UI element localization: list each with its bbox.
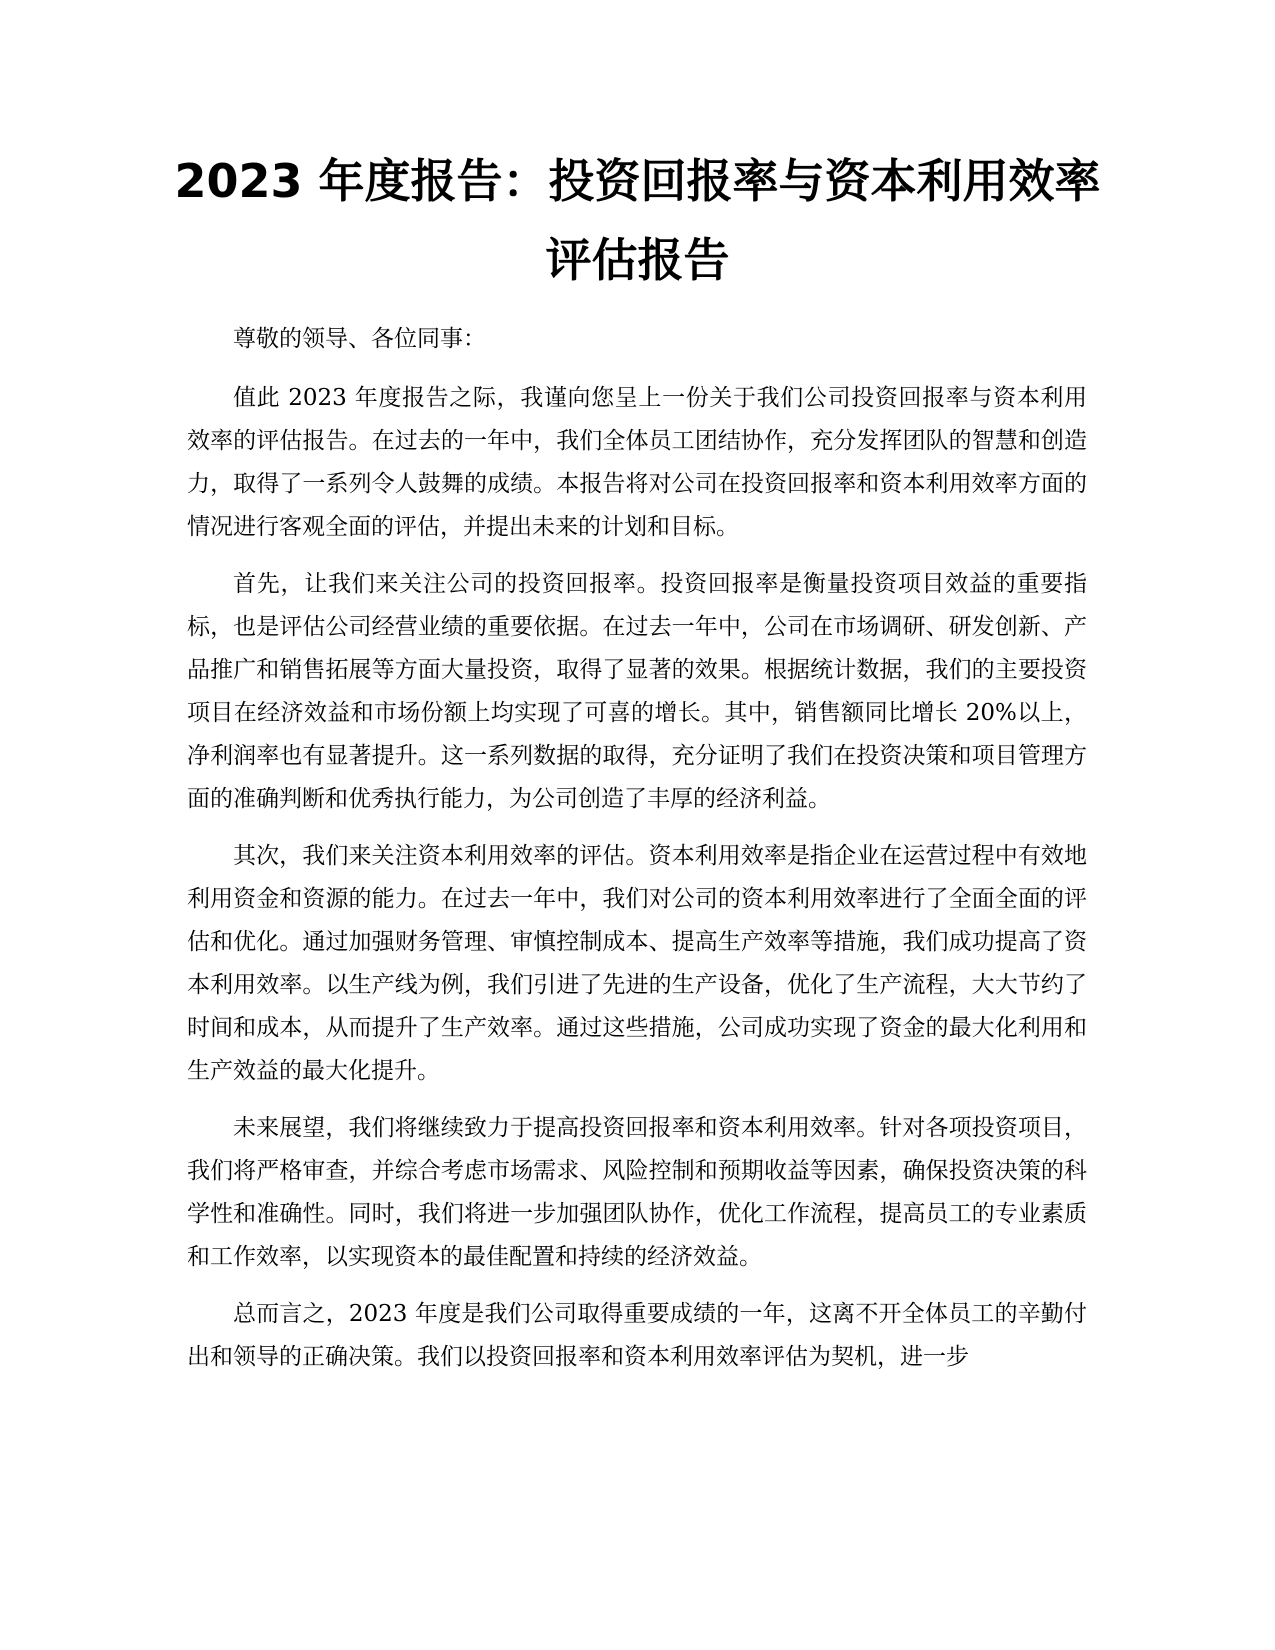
document-title-line-1: 2023 年度报告：投资回报率与资本利用效率 <box>174 154 1101 208</box>
paragraph-capital-efficiency: 其次，我们来关注资本利用效率的评估。资本利用效率是指企业在运营过程中有效地利用资金和资源的能力。在过去一年中，我们对公司的资本利用效率进行了全面全面的评估和优化。通过加强财务管理、审慎控制成本、提高生产效率等措施，我们成功提高了资本利用效率。以生产线为例，我们引进了先进的生产设备，优化了生产流程，大大节约了时间和成本，从而提升了生产效率。通过这些措施，公司成功实现了资金的最大化利用和生产效益的最大化提升。 <box>187 843 1087 1084</box>
paragraph-outlook: 未来展望，我们将继续致力于提高投资回报率和资本利用效率。针对各项投资项目，我们将严格审查，并综合考虑市场需求、风险控制和预期收益等因素，确保投资决策的科学性和准确性。同时，我们将进一步加强团队协作，优化工作流程，提高员工的专业素质和工作效率，以实现资本的最佳配置和持续的经济效益。 <box>187 1115 1087 1270</box>
paragraph-investment-return: 首先，让我们来关注公司的投资回报率。投资回报率是衡量投资项目效益的重要指标，也是评估公司经营业绩的重要依据。在过去一年中，公司在市场调研、研发创新、产品推广和销售拓展等方面大量投资，取得了显著的效果。根据统计数据，我们的主要投资项目在经济效益和市场份额上均实现了可喜的增长。其中，销售额同比增长 20%以上，净利润率也有显著提升。这一系列数据的取得，充分证明了我们在投资决策和项目管理方面的准确判断和优秀执行能力，为公司创造了丰厚的经济利益。 <box>187 571 1087 812</box>
document-body <box>187 318 1087 1393</box>
paragraph-conclusion: 总而言之，2023 年度是我们公司取得重要成绩的一年，这离不开全体员工的辛勤付出和领导的正确决策。我们以投资回报率和资本利用效率评估为契机，进一步 <box>187 1301 1087 1370</box>
paragraph-intro: 值此 2023 年度报告之际，我谨向您呈上一份关于我们公司投资回报率与资本利用效率的评估报告。在过去的一年中，我们全体员工团结协作，充分发挥团队的智慧和创造力，取得了一系列令人鼓舞的成绩。本报告将对公司在投资回报率和资本利用效率方面的情况进行客观全面的评估，并提出未来的计划和目标。 <box>187 385 1087 540</box>
salutation: 尊敬的领导、各位同事： <box>233 326 486 352</box>
document-title-line-2: 评估报告 <box>545 233 730 287</box>
